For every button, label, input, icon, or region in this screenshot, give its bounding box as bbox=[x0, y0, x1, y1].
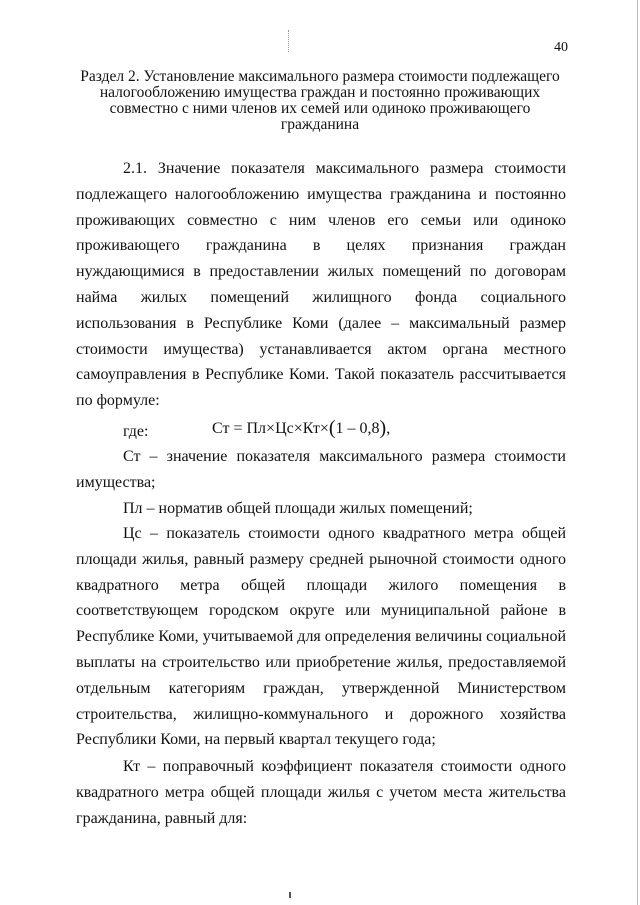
formula-term-pl: Пл bbox=[246, 420, 267, 437]
paragraph-intro: 2.1. Значение показателя максимального размера стоимости подлежащего налогообложению имущества гражданина и постоянно проживающих совместно с ним членов его семьи или одиноко проживающего гражданина в целях признания граждан нуждающимися в предоставлении жилых помещений по договорам найма жилых помещений жилищного фонда социального использования в Республике Коми (далее – максимальный размер стоимости имущества) устанавливается актом органа местного самоуправления в Республике Коми. Такой показатель рассчитывается по формуле: bbox=[76, 160, 566, 410]
section-title: Раздел 2. Установление максимального размера стоимости подлежащего налогообложению имущества граждан и постоянно проживающих совместно с ними членов их семей или одиноко проживающего гражданина bbox=[80, 68, 560, 133]
formula-paren-open: ( bbox=[328, 417, 336, 439]
paragraph-where: где: bbox=[123, 423, 149, 440]
formula-paren-close: ) bbox=[379, 417, 387, 439]
page-number: 40 bbox=[554, 40, 568, 55]
scan-artifact-bottom bbox=[289, 892, 291, 898]
definition-st: Ст – значение показателя максимального размера стоимости имущества; bbox=[76, 448, 566, 491]
formula-tail: , bbox=[386, 420, 391, 437]
definition-cs: Цс – показатель стоимости одного квадратного метра общей площади жилья, равный размеру средней рыночной стоимости одного квадратного метра общей площади жилого помещения в соответствующем городском округе или муниципальной районе в Республике Коми, учитываемой для определения величины социальной выплаты на строительство или приобретение жилья, предоставляемой отдельным категориям граждан, утвержденной Министерством строительства, жилищно-коммунального и дорожного хозяйства Республики Коми, на первый квартал текущего года; bbox=[76, 525, 566, 749]
scan-edge-line bbox=[637, 0, 638, 905]
formula-equals: = bbox=[233, 420, 243, 437]
formula-term-cs: Цс bbox=[275, 420, 294, 437]
formula-lhs: Ст bbox=[212, 420, 230, 437]
formula-times: × bbox=[319, 420, 329, 437]
definition-kt: Кт – поправочный коэффициент показателя стоимости одного квадратного метра общей площади жилья с учетом места жительства гражданина, равный для: bbox=[76, 758, 566, 827]
formula-times: × bbox=[293, 420, 303, 437]
formula-term-kt: Кт bbox=[302, 420, 320, 437]
formula-times: × bbox=[266, 420, 276, 437]
formula-inner: 1 – 0,8 bbox=[335, 420, 380, 437]
definition-pl: Пл – норматив общей площади жилых помещений; bbox=[123, 500, 473, 517]
scan-artifact-top bbox=[288, 30, 290, 52]
